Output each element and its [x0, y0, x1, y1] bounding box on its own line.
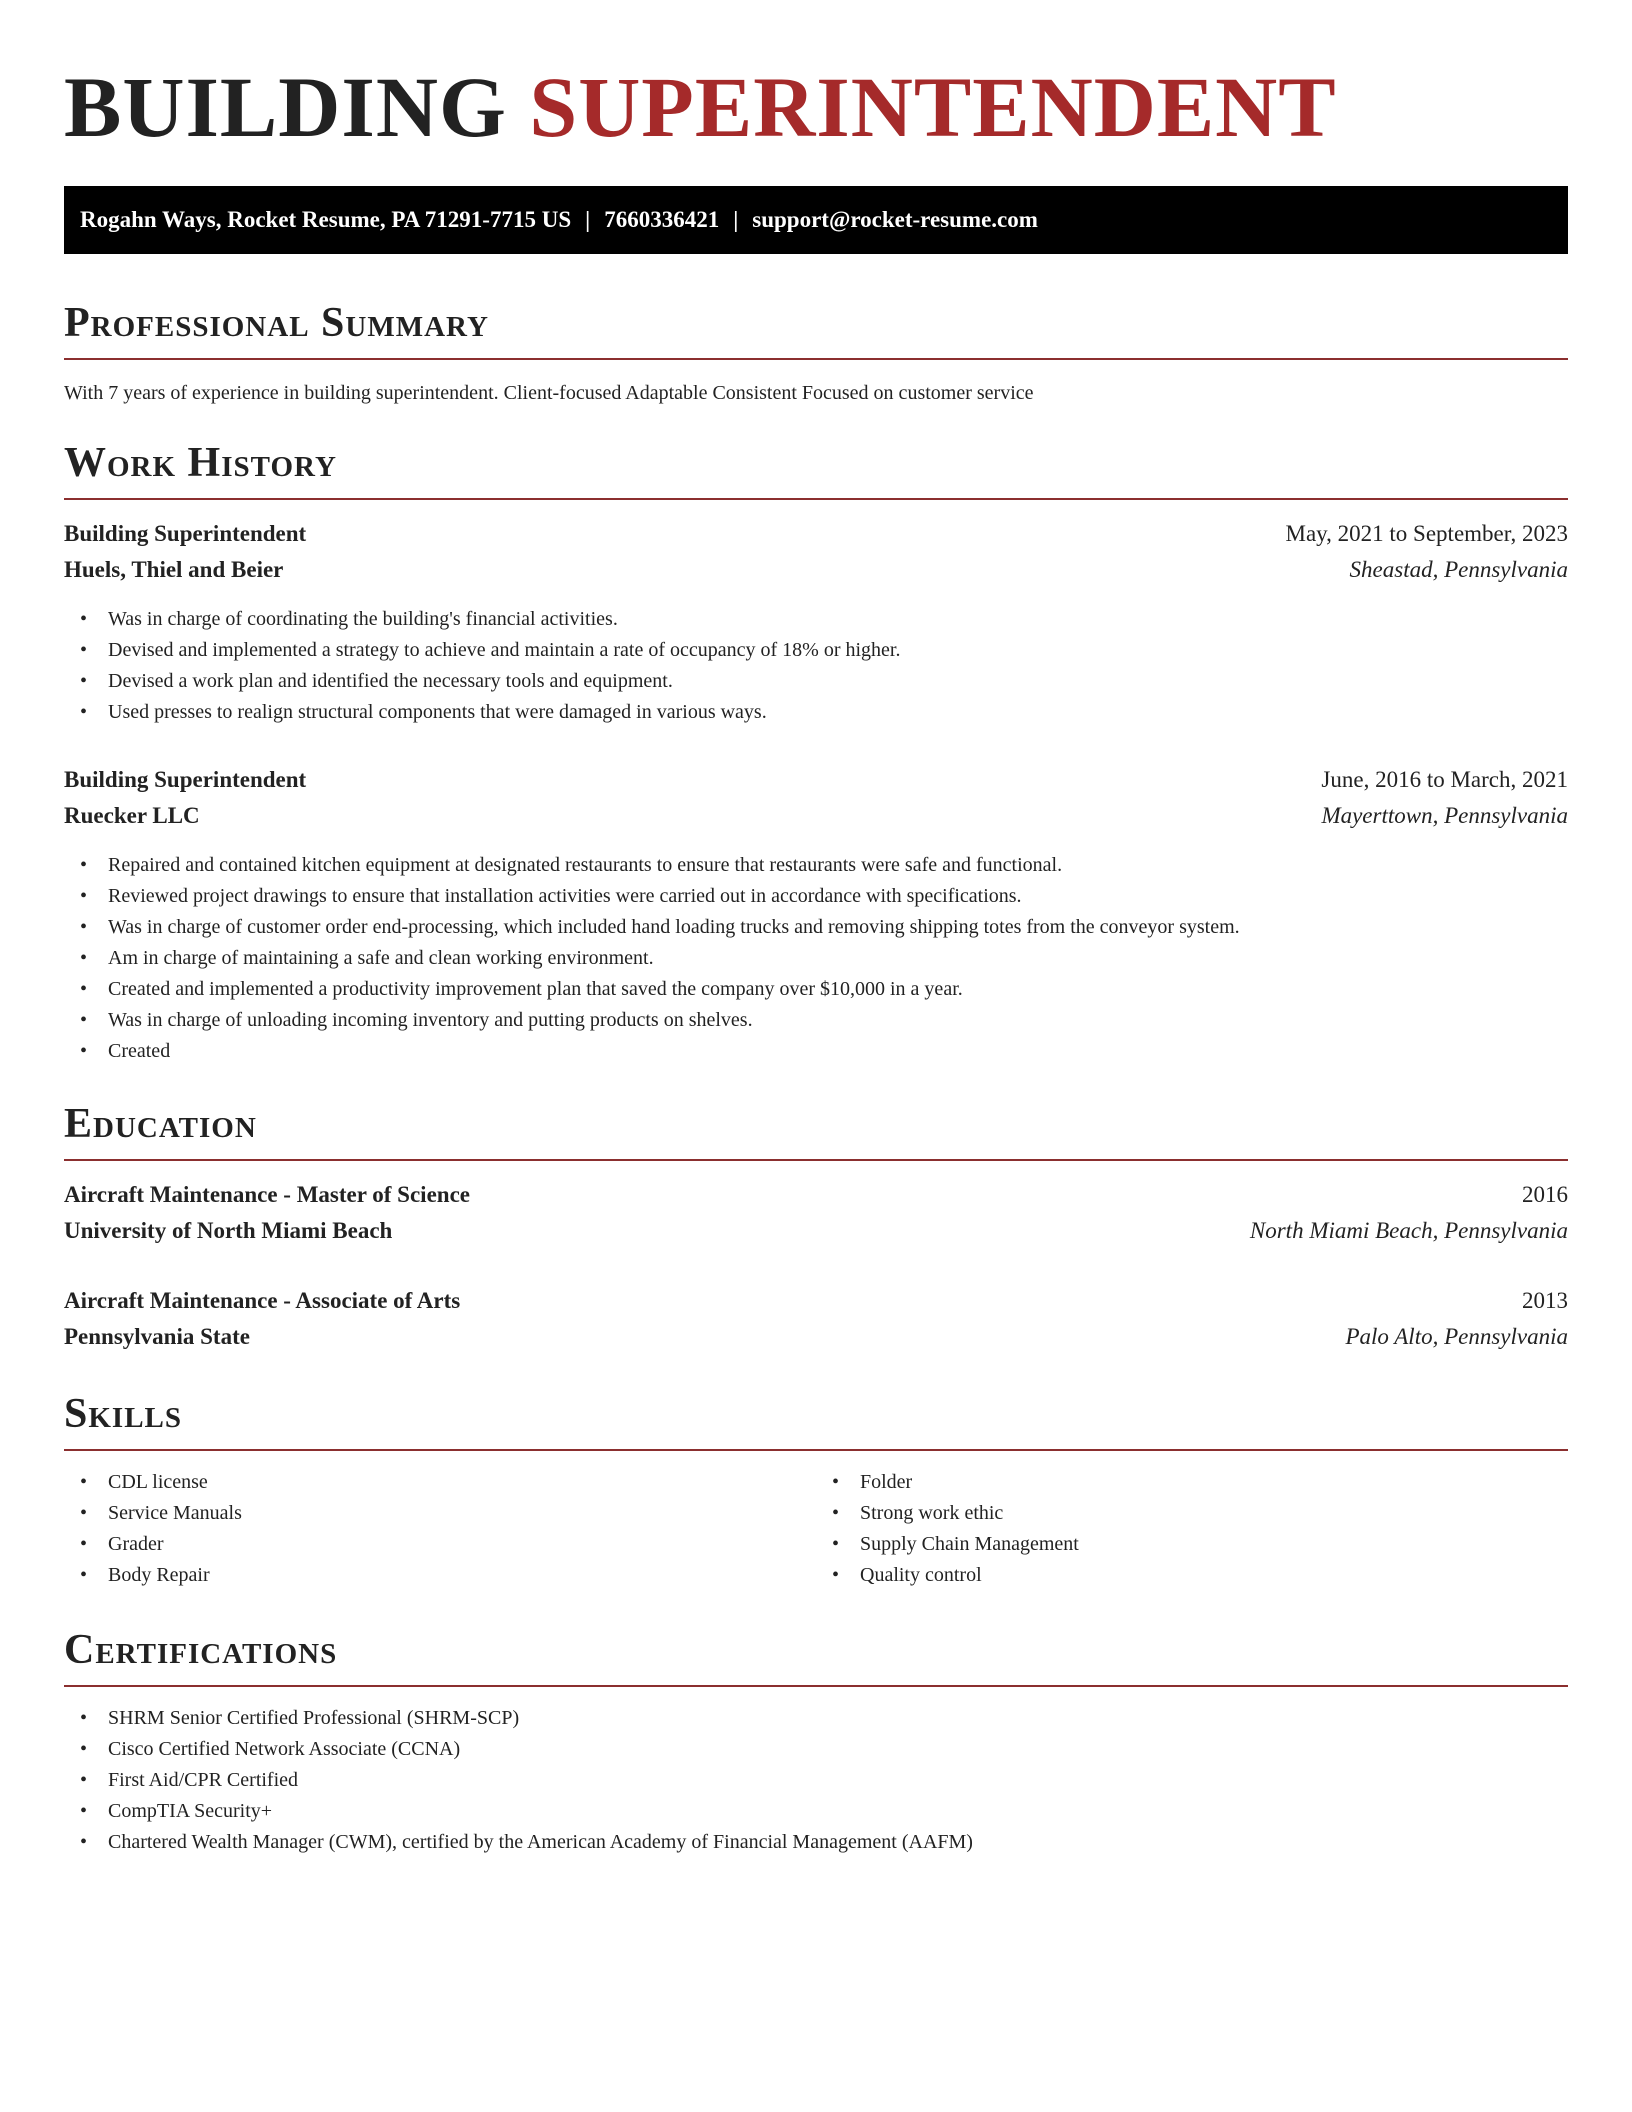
education-location: Palo Alto, Pennsylvania: [1345, 1324, 1568, 1349]
education-section: [64, 1103, 1568, 1355]
work-history-heading: Work History: [64, 442, 1568, 500]
job-bullet: • Used presses to realign structural components that were damaged in various ways.: [80, 697, 1568, 728]
education-heading: Education: [64, 1103, 1568, 1161]
education-location: North Miami Beach, Pennsylvania: [1249, 1218, 1568, 1243]
education-school-row: [64, 1213, 1568, 1249]
contact-separator: |: [733, 207, 739, 232]
work-history-section: [64, 442, 1568, 1067]
job-company-row: [64, 798, 1568, 834]
contact-address: Rogahn Ways, Rocket Resume, PA 71291-7715 US: [80, 207, 572, 232]
skills-grid: [64, 1467, 1568, 1591]
skill-item: • Strong work ethic: [832, 1498, 1568, 1529]
job-entry: [64, 762, 1568, 1067]
certification-item: • CompTIA Security+: [80, 1796, 1568, 1827]
job-bullet: • Was in charge of coordinating the building's financial activities.: [80, 604, 1568, 635]
title-second-word: SUPERINTENDENT: [529, 59, 1337, 155]
summary-text: With 7 years of experience in building superintendent. Client-focused Adaptable Consistent Focused on customer service: [64, 382, 1034, 404]
job-dates: June, 2016 to March, 2021: [1321, 767, 1568, 792]
job-dates: May, 2021 to September, 2023: [1285, 521, 1568, 546]
skill-item: • Service Manuals: [80, 1498, 816, 1529]
education-degree: Aircraft Maintenance - Associate of Arts: [64, 1288, 461, 1313]
job-bullet: • Repaired and contained kitchen equipment at designated restaurants to ensure that restaurants were safe and functional.: [80, 850, 1568, 881]
job-header-row: [64, 762, 1568, 798]
job-company: Ruecker LLC: [64, 803, 200, 828]
title-first-word: BUILDING: [64, 59, 507, 155]
summary-section: [64, 302, 1568, 406]
education-year: 2013: [1522, 1288, 1568, 1313]
education-school-row: [64, 1319, 1568, 1355]
skill-item: • Folder: [832, 1467, 1568, 1498]
education-school: University of North Miami Beach: [64, 1218, 393, 1243]
skill-item: • Body Repair: [80, 1560, 816, 1591]
skills-heading: Skills: [64, 1393, 1568, 1451]
skills-section: [64, 1393, 1568, 1591]
job-bullet: • Devised and implemented a strategy to achieve and maintain a rate of occupancy of 18% or higher.: [80, 635, 1568, 666]
education-degree: Aircraft Maintenance - Master of Science: [64, 1182, 470, 1207]
education-year: 2016: [1522, 1182, 1568, 1207]
job-bullet: • Created: [80, 1036, 1568, 1067]
education-school: Pennsylvania State: [64, 1324, 250, 1349]
job-bullet: • Was in charge of customer order end-processing, which included hand loading trucks and removing shipping totes from the conveyor system.: [80, 912, 1568, 943]
skills-list: [64, 1467, 816, 1591]
skills-column-right: [816, 1467, 1568, 1591]
skill-item: • Supply Chain Management: [832, 1529, 1568, 1560]
job-bullet: • Created and implemented a productivity improvement plan that saved the company over $10,000 in a year.: [80, 974, 1568, 1005]
certification-item: • Cisco Certified Network Associate (CCNA): [80, 1734, 1568, 1765]
job-bullet: • Reviewed project drawings to ensure that installation activities were carried out in accordance with specifications.: [80, 881, 1568, 912]
job-entry: [64, 516, 1568, 728]
certifications-heading: Certifications: [64, 1629, 1568, 1687]
job-location: Sheastad, Pennsylvania: [1349, 557, 1568, 582]
certification-item: • First Aid/CPR Certified: [80, 1765, 1568, 1796]
contact-phone: 7660336421: [604, 207, 720, 232]
summary-heading: Professional Summary: [64, 302, 1568, 360]
skill-item: • CDL license: [80, 1467, 816, 1498]
certifications-section: [64, 1629, 1568, 1858]
contact-email: support@rocket-resume.com: [752, 207, 1038, 232]
education-header-row: [64, 1283, 1568, 1319]
job-bullet: • Am in charge of maintaining a safe and clean working environment.: [80, 943, 1568, 974]
skills-column-left: [64, 1467, 816, 1591]
job-title: Building Superintendent: [64, 767, 307, 792]
education-entry: [64, 1177, 1568, 1249]
contact-separator: |: [585, 207, 591, 232]
certifications-list: [64, 1703, 1568, 1858]
job-title: Building Superintendent: [64, 521, 307, 546]
skill-item: • Quality control: [832, 1560, 1568, 1591]
resume-title: [64, 56, 1568, 155]
skills-list: [816, 1467, 1568, 1591]
job-company: Huels, Thiel and Beier: [64, 557, 284, 582]
job-location: Mayerttown, Pennsylvania: [1321, 803, 1568, 828]
certification-item: • SHRM Senior Certified Professional (SHRM-SCP): [80, 1703, 1568, 1734]
job-bullets: [64, 604, 1568, 728]
job-bullet: • Devised a work plan and identified the necessary tools and equipment.: [80, 666, 1568, 697]
job-company-row: [64, 552, 1568, 588]
job-header-row: [64, 516, 1568, 552]
certification-item: • Chartered Wealth Manager (CWM), certified by the American Academy of Financial Management (AAFM): [80, 1827, 1568, 1858]
job-bullet: • Was in charge of unloading incoming inventory and putting products on shelves.: [80, 1005, 1568, 1036]
education-header-row: [64, 1177, 1568, 1213]
skill-item: • Grader: [80, 1529, 816, 1560]
job-bullets: [64, 850, 1568, 1067]
education-entry: [64, 1283, 1568, 1355]
contact-bar: [64, 186, 1568, 254]
